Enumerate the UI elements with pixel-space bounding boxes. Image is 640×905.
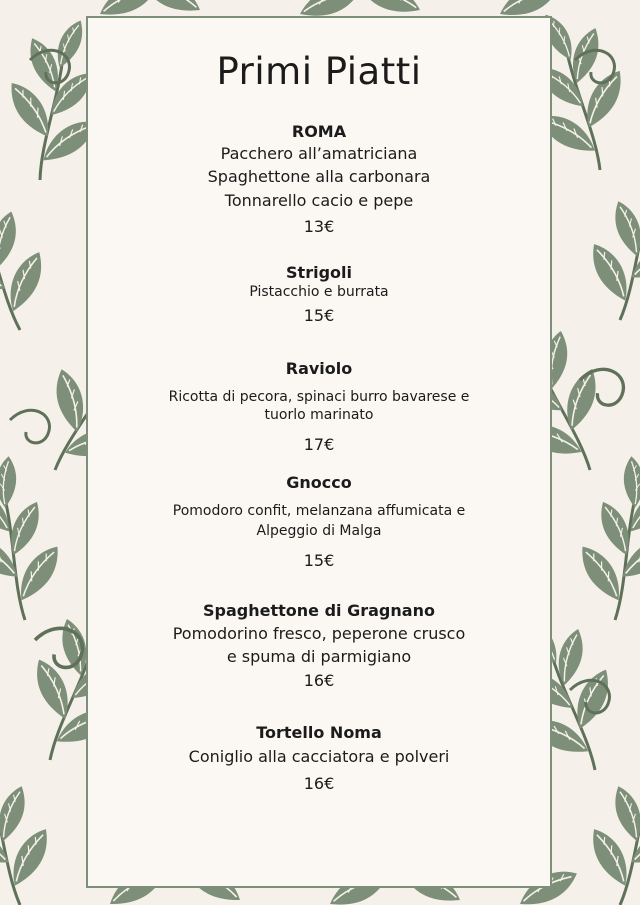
dish-name-raviolo: Raviolo xyxy=(285,359,353,378)
dish-desc-line: Pistacchio e burrata xyxy=(249,284,389,300)
dish-desc-line: Spaghettone alla carbonara xyxy=(207,167,431,186)
dish-name-strigoli: Strigoli xyxy=(286,263,352,282)
dish-name-spaghettone: Spaghettone di Gragnano xyxy=(203,601,435,620)
dish-price: 16€ xyxy=(303,774,335,793)
dish-desc-line: Pacchero all’amatriciana xyxy=(220,144,418,163)
dish-desc-line: Coniglio alla cacciatora e polveri xyxy=(188,747,450,766)
dish-desc-line: Pomodoro confit, melanzana affumicata e xyxy=(172,503,466,519)
dish-desc-line: Alpeggio di Malga xyxy=(256,523,382,539)
dish-price: 13€ xyxy=(303,217,335,236)
dish-name-tortello: Tortello Noma xyxy=(256,723,382,742)
dish-desc-line: tuorlo marinato xyxy=(264,407,374,423)
dish-desc-line: Ricotta di pecora, spinaci burro bavarese e xyxy=(168,389,470,405)
dish-price: 16€ xyxy=(303,671,335,690)
dish-desc-line: Pomodorino fresco, peperone crusco xyxy=(172,624,466,643)
menu-card xyxy=(86,16,552,888)
menu-title: Primi Piatti xyxy=(216,50,422,93)
dish-desc-line: Tonnarello cacio e pepe xyxy=(224,191,414,210)
dish-price: 15€ xyxy=(303,306,335,325)
dish-price: 17€ xyxy=(303,435,335,454)
dish-name-gnocco: Gnocco xyxy=(286,473,352,492)
dish-price: 15€ xyxy=(303,551,335,570)
dish-desc-line: e spuma di parmigiano xyxy=(226,647,412,666)
dish-name-roma: ROMA xyxy=(291,122,347,141)
